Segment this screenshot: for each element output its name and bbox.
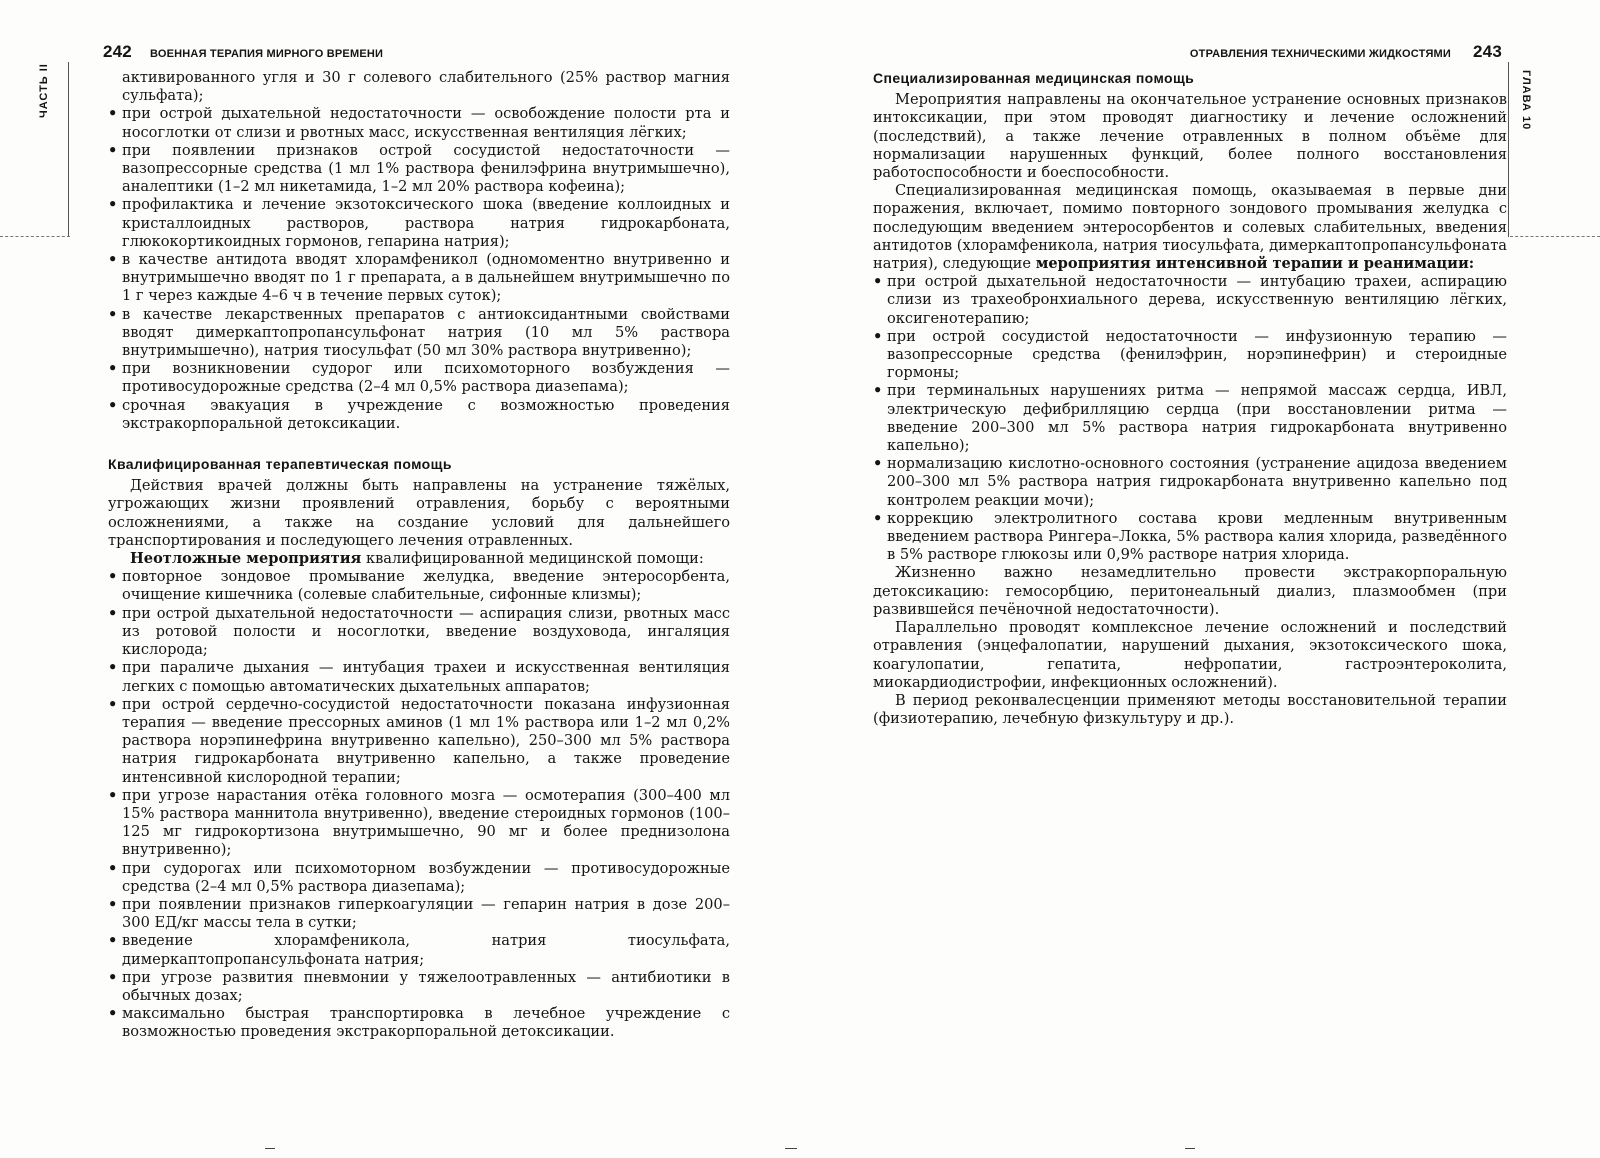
- list-item: • повторное зондовое промывание желудка, введение энтеросорбента, очищение кишечника (солевые слабительные, сифонные клизмы);: [108, 568, 730, 604]
- list-item: • при параличе дыхания — интубация трахеи и искусственная вентиляция легких с помощью автоматических дыхательных аппаратов;: [108, 659, 730, 695]
- section-heading-specialized: Специализированная медицинская помощь: [873, 70, 1195, 86]
- running-head-right-title: ОТРАВЛЕНИЯ ТЕХНИЧЕСКИМИ ЖИДКОСТЯМИ: [1189, 48, 1452, 60]
- bullet-list-urgent: [108, 568, 730, 1041]
- margin-cut-left: [0, 236, 70, 237]
- section-heading-qualified: Квалифицированная терапевтическая помощь: [108, 456, 452, 473]
- urgent-measures-rest: квалифицированной медицинской помощи:: [361, 550, 704, 568]
- urgent-measures-lead: [108, 550, 730, 568]
- list-item: • при острой сосудистой недостаточности — инфузионную терапию — вазопрессорные средства (фенилэфрин, норэпинефрин) и стероидные гормоны;: [873, 328, 1507, 383]
- crop-mark: [265, 1148, 275, 1149]
- paragraph-4: Параллельно проводят комплексное лечение осложнений и последствий отравления (энцефалопатии, нарушений дыхания, экзотоксического шока, коагулопатии, гепатита, нефропатии, гастроэнтероколита, миокардиодистрофии, инфекционных осложнений).: [873, 619, 1507, 691]
- part-side-tab: ЧАСТЬ II: [38, 63, 50, 118]
- left-column: [108, 69, 730, 1042]
- list-item: • в качестве лекарственных препаратов с антиоксидантными свойствами вводят димеркаптопропансульфонат натрия (10 мл 5% раствора внутримышечно), натрия тиосульфат (50 мл 30% раствора внутривенно);: [108, 306, 730, 361]
- bullet-list-intensive: [873, 273, 1507, 564]
- running-head-left-title: ВОЕННАЯ ТЕРАПИЯ МИРНОГО ВРЕМЕНИ: [149, 48, 384, 60]
- list-item: • коррекцию электролитного состава крови медленным внутривенным введением раствора Рингера–Локка, 5% раствора калия хлорида, разведённого в 5% растворе глюкозы или 0,9% растворе натрия хлорида.: [873, 510, 1507, 565]
- page-number-right: 243: [1473, 42, 1502, 61]
- list-item: • нормализацию кислотно-основного состояния (устранение ацидоза введением 200–300 мл 5% раствора натрия гидрокарбоната внутривенно капельно под контролем реакции мочи);: [873, 455, 1507, 510]
- paragraph-2: [873, 182, 1507, 273]
- list-item: • в качестве антидота вводят хлорамфеникол (одномоментно внутривенно и внутримышечно вводят по 1 г препарата, а в дальнейшем внутримышечно по 1 г через каждые 4–6 ч в течение первых суток);: [108, 251, 730, 306]
- list-item: • при появлении признаков острой сосудистой недостаточности — вазопрессорные средства (1 мл 1% раствора фенилэфрина внутримышечно), аналептики (1–2 мл никетамида, 1–2 мл 20% раствора кофеина);: [108, 142, 730, 197]
- margin-rule-left: [68, 62, 69, 237]
- right-page: [800, 0, 1600, 1158]
- list-item: • при появлении признаков гиперкоагуляции — гепарин натрия в дозе 200–300 ЕД/кг массы тела в сутки;: [108, 896, 730, 932]
- list-item: • при возникновении судорог или психомоторного возбуждения — противосудорожные средства (2–4 мл 0,5% раствора диазепама);: [108, 360, 730, 396]
- list-item: • при терминальных нарушениях ритма — непрямой массаж сердца, ИВЛ, электрическую дефибрилляцию сердца (при восстановлении ритма — введение 200–300 мл 5% раствора натрия гидрокарбоната внутривенно капельно);: [873, 382, 1507, 455]
- paragraph-3: Жизненно важно незамедлительно провести экстракорпоральную детоксикацию: гемосорбцию, перитонеальный диализ, плазмообмен (при развившейся печёночной недостаточности).: [873, 564, 1507, 618]
- chapter-side-tab: ГЛАВА 10: [1520, 70, 1532, 131]
- list-item: • при острой дыхательной недостаточности — освобождение полости рта и носоглотки от слизи и рвотных масс, искусственная вентиляция лёгких;: [108, 105, 730, 141]
- page-number-left: 242: [103, 42, 132, 61]
- paragraph-2-bold: мероприятия интенсивной терапии и реанимации:: [1035, 255, 1475, 273]
- left-page: [0, 0, 790, 1158]
- bullet-list-first-aid: [108, 105, 730, 433]
- running-head-left: [103, 42, 383, 62]
- list-item: • при угрозе нарастания отёка головного мозга — осмотерапия (300–400 мл 15% раствора маннитола внутривенно), введение стероидных гормонов (100–125 мг гидрокортизона внутримышечно, 90 мг и более преднизолона внутривенно);: [108, 787, 730, 860]
- urgent-measures-bold: Неотложные мероприятия: [130, 550, 362, 568]
- list-item: • профилактика и лечение экзотоксического шока (введение коллоидных и кристаллоидных растворов, раствора натрия гидрокарбоната, глюкокортикоидных гормонов, гепарина натрия);: [108, 196, 730, 251]
- intro-paragraph: Действия врачей должны быть направлены на устранение тяжёлых, угрожающих жизни проявлений отравления, борьбу с вероятными осложнениями, а также на создание условий для дальнейшего транспортирования и последующего лечения отравленных.: [108, 477, 730, 549]
- list-item: • максимально быстрая транспортировка в лечебное учреждение с возможностью проведения экстракорпоральной детоксикации.: [108, 1005, 730, 1041]
- list-item: • при угрозе развития пневмонии у тяжелоотравленных — антибиотики в обычных дозах;: [108, 969, 730, 1005]
- continuation-text: активированного угля и 30 г солевого слабительного (25% раствор магния сульфата);: [122, 69, 730, 105]
- list-item: • при судорогах или психомоторном возбуждении — противосудорожные средства (2–4 мл 0,5% раствора диазепама);: [108, 860, 730, 896]
- crop-mark: [1185, 1148, 1195, 1149]
- paragraph-2-text: Специализированная медицинская помощь, оказываемая в первые дни поражения, включает, помимо повторного зондового промывания желудка с последующим введением энтеросорбентов и солевых слабительных, введения антидотов (хлорамфеникола, натрия тиосульфата, димеркаптопропансульфоната натрия), следующие: [873, 182, 1507, 273]
- running-head-right: [1190, 42, 1502, 62]
- right-column: [873, 69, 1507, 728]
- paragraph-1: Мероприятия направлены на окончательное устранение основных признаков интоксикации, при этом проводят диагностику и лечение осложнений (последствий), а также лечение отравленных в полном объёме для нормализации нарушенных функций, более полного восстановления работоспособности и боеспособности.: [873, 91, 1507, 182]
- list-item: • введение хлорамфеникола, натрия тиосульфата, димеркаптопропансульфоната натрия;: [108, 932, 730, 968]
- list-item: • при острой сердечно-сосудистой недостаточности показана инфузионная терапия — введение прессорных аминов (1 мл 1% раствора или 1–2 мл 0,2% раствора норэпинефрина внутривенно капельно), 250–300 мл 5% раствора натрия гидрокарбоната внутривенно капельно, а также проведение интенсивной кислородной терапии;: [108, 696, 730, 787]
- list-item: • срочная эвакуация в учреждение с возможностью проведения экстракорпоральной детоксикации.: [108, 397, 730, 433]
- paragraph-5: В период реконвалесценции применяют методы восстановительной терапии (физиотерапию, лечебную физкультуру и др.).: [873, 691, 1507, 728]
- margin-rule-right: [1508, 62, 1509, 237]
- list-item: • при острой дыхательной недостаточности — интубацию трахеи, аспирацию слизи из трахеобронхиального дерева, искусственную вентиляцию лёгких, оксигенотерапию;: [873, 273, 1507, 328]
- list-item: • при острой дыхательной недостаточности — аспирация слизи, рвотных масс из ротовой полости и носоглотки, введение воздуховода, ингаляция кислорода;: [108, 605, 730, 660]
- margin-cut-right: [1510, 236, 1600, 237]
- crop-mark: [785, 1148, 797, 1149]
